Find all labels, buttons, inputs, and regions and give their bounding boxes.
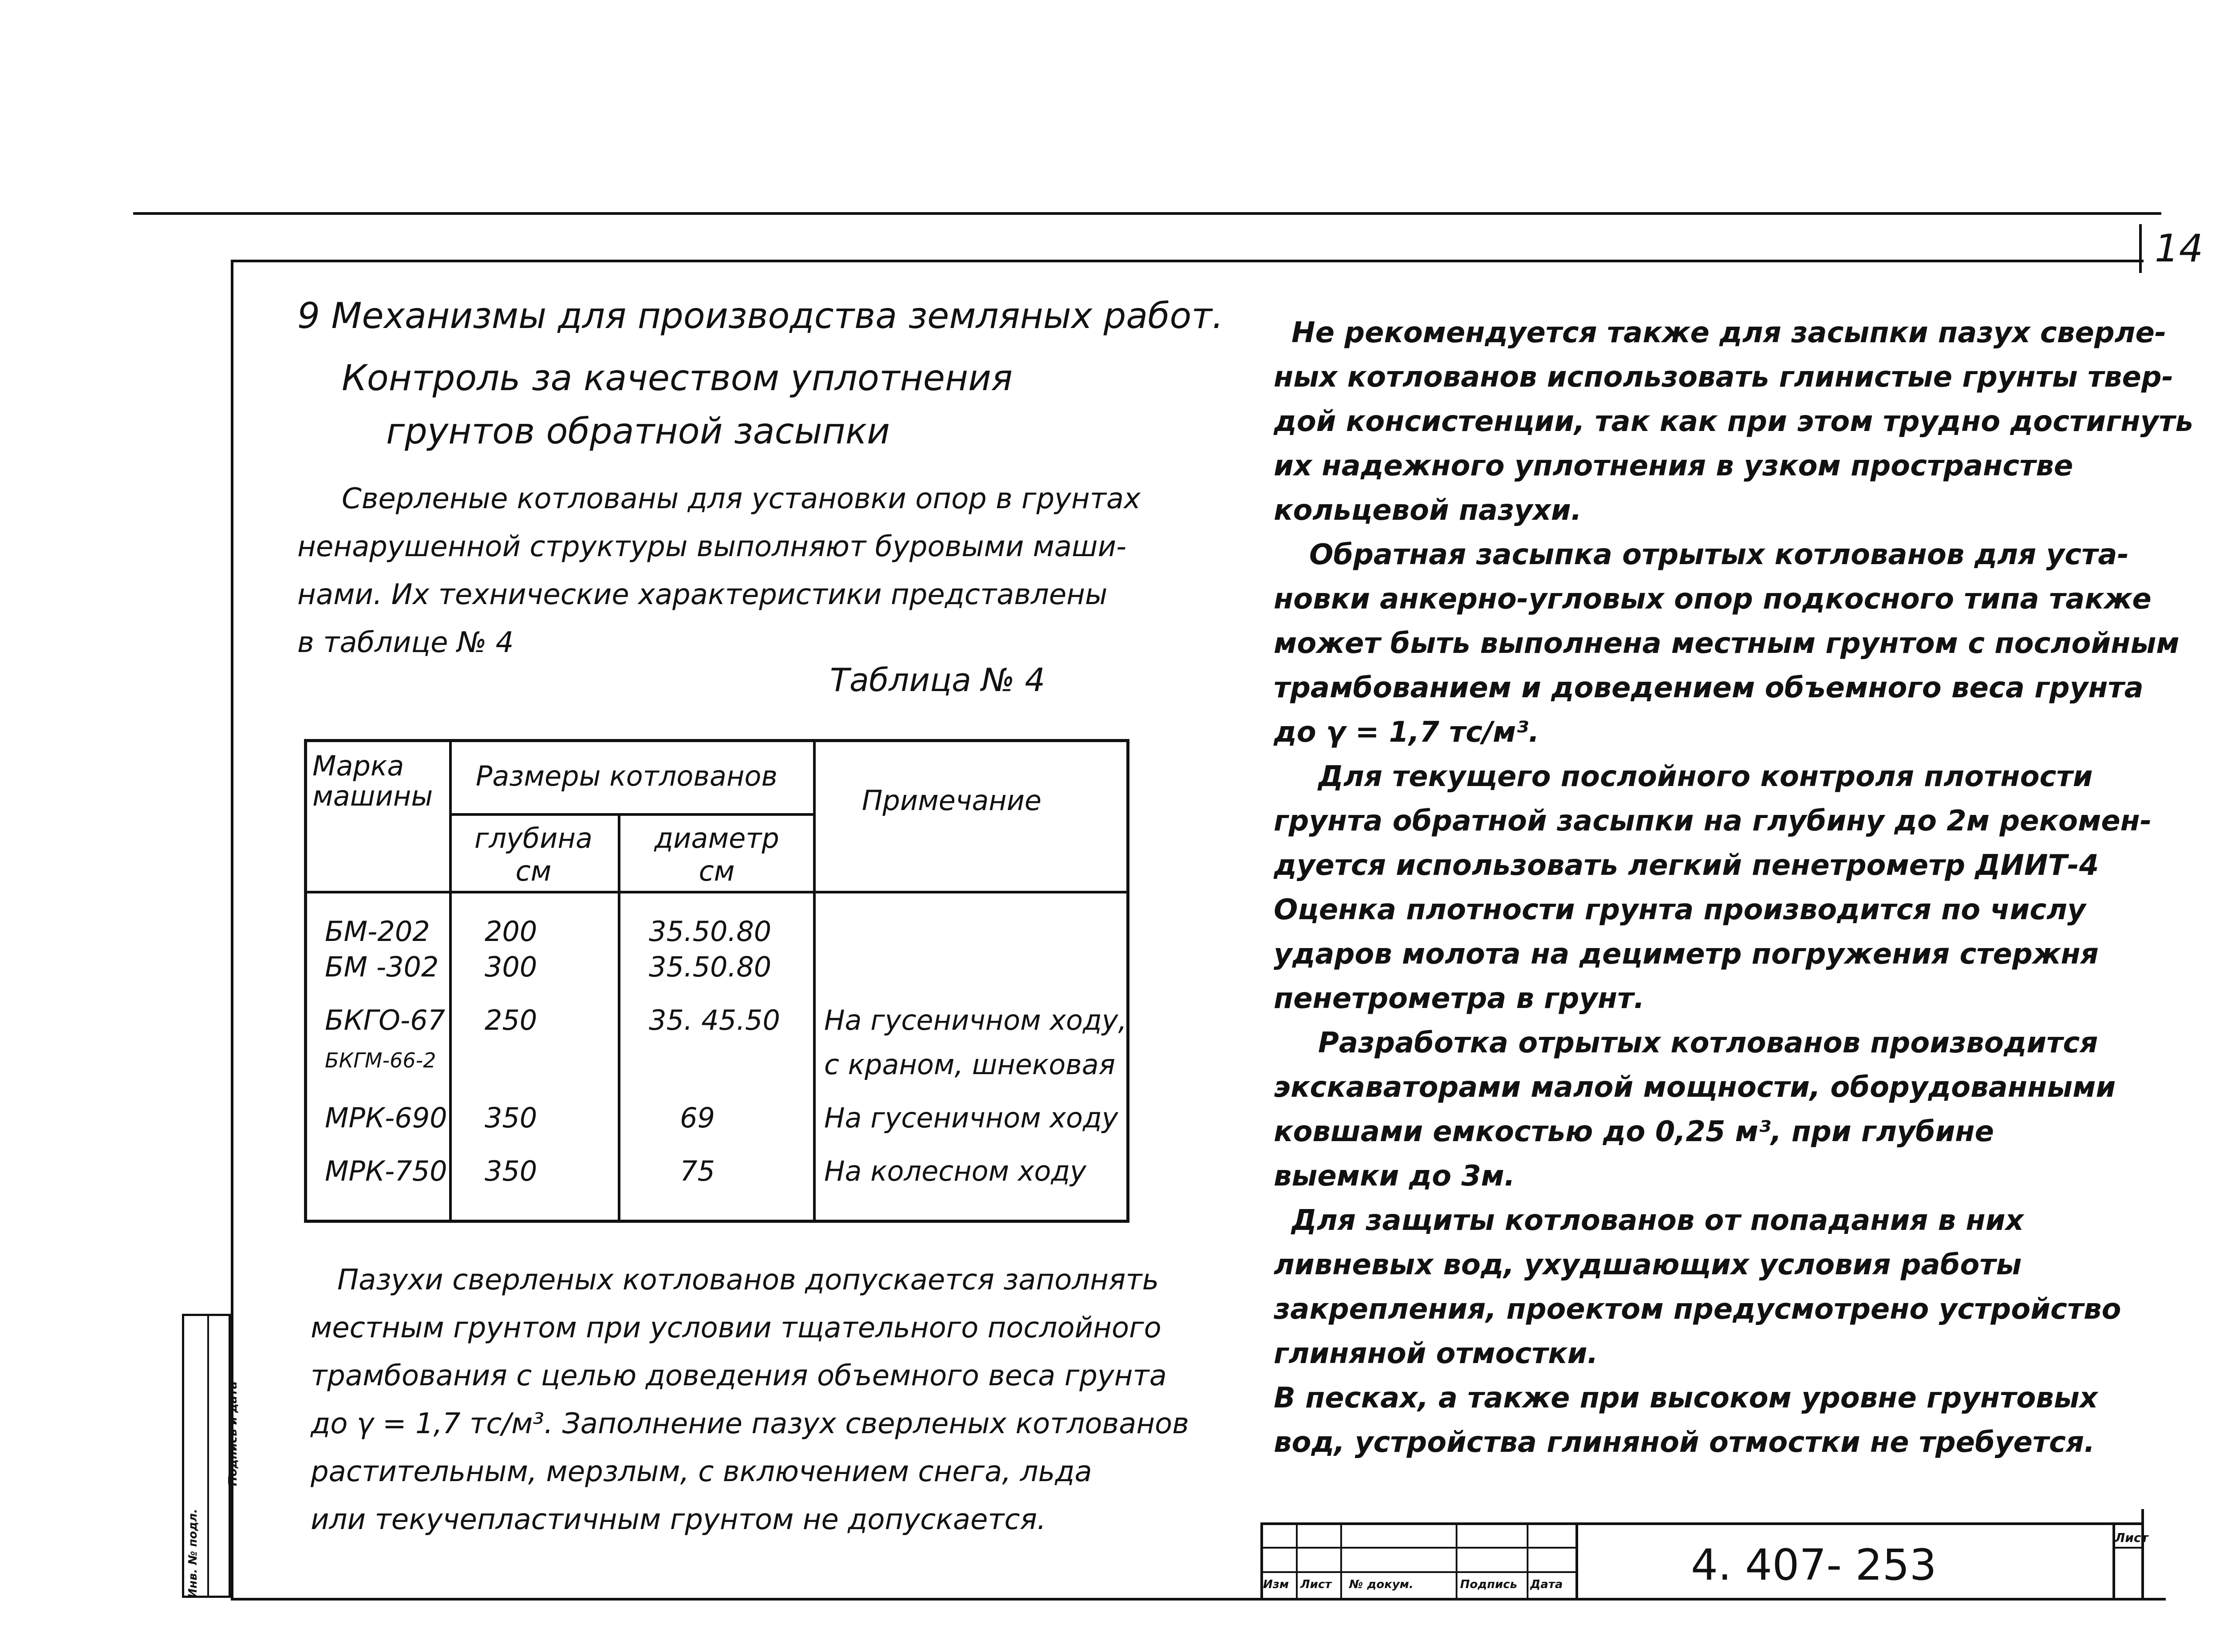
header-diameter [620,822,813,888]
tb-col-izm: Изм [1263,1578,1289,1591]
text-line: Для защиты котлованов от попадания в них [1291,1204,2024,1237]
text-line: или текучепластичным грунтом не допускается. [311,1503,1046,1536]
cell-diameter: 69 [680,1102,715,1134]
cell-brand: МРК-690 [325,1102,447,1134]
tb-v [1527,1522,1528,1598]
tb-grid-end [1575,1522,1578,1598]
cell-brand: БМ -302 [325,951,439,983]
header-diameter-line: см [699,855,735,887]
text-line: местным грунтом при условии тщательного послойного [311,1312,1161,1344]
tb-h-sheet [2112,1547,2141,1549]
text-line: нами. Их технические характеристики представлены [297,578,1108,611]
text-line: Пазухи сверленых котлованов допускается заполнять [337,1264,1159,1296]
header-brand [312,751,433,811]
right-frame-tick [2139,224,2142,273]
text-line: ненарушенной структуры выполняют буровыми маши- [297,530,1127,563]
cell-depth: 200 [485,915,537,948]
top-outer-line [133,212,2161,215]
left-bottom-paragraph [311,1256,1189,1544]
text-line: кольцевой пазухи. [1274,494,1582,527]
right-frame-line [2141,1509,2144,1598]
text-line: Оценка плотности грунта производится по числу [1274,893,2086,926]
text-line: выемки до 3м. [1274,1160,1515,1193]
text-line: вод, устройства глиняной отмостки не требуется. [1274,1426,2095,1459]
cell-brand: БКГО-67 [325,1004,446,1036]
tb-top [1260,1522,2141,1525]
tb-col-list: Лист [1300,1578,1332,1591]
header-note: Примечание [862,784,1042,817]
text-line: В песках, а также при высоком уровне грунтовых [1274,1382,2098,1415]
cell-note: На гусеничном ходу [824,1102,1118,1134]
text-line: глиняной отмостки. [1274,1337,1598,1370]
tb-sheet-label: Лист [2115,1530,2148,1545]
text-line: пенетрометра в грунт. [1274,982,1645,1015]
cell-note: На гусеничном ходу, [824,1004,1127,1036]
top-frame-line [231,260,2144,262]
side-stamp-sign: Подпись и дата [226,1381,240,1486]
text-line: экскаваторами малой мощности, оборудованными [1274,1071,2116,1104]
text-line: Разработка отрытых котлованов производится [1318,1027,2098,1059]
section-heading-line1: 9 Механизмы для производства земляных работ. [297,295,1224,336]
table-row [307,1155,1129,1190]
table-hline [449,813,816,816]
text-line: трамбованием и доведением объемного веса грунта [1274,672,2144,704]
tb-col-date: Дата [1530,1578,1563,1591]
table-hline [307,891,1129,893]
side-stamp-divider [207,1316,209,1596]
text-line: может быть выполнена местным грунтом с послойным [1274,627,2180,660]
text-line: Для текущего послойного контроля плотности [1318,760,2093,793]
tb-v [1296,1522,1298,1598]
text-line: грунта обратной засыпки на глубину до 2м рекомен- [1274,805,2152,838]
section-heading-line2: Контроль за качеством уплотнения [342,357,1013,399]
text-line: закрепления, проектом предусмотрено устройство [1274,1293,2121,1326]
side-stamp [182,1314,240,1598]
text-line: в таблице № 4 [297,626,514,659]
table-row [307,1102,1129,1137]
text-line: до γ = 1,7 тс/м³. [1274,716,1540,749]
cell-brand: БКГМ-66-2 [325,1048,436,1072]
text-line: ных котлованов использовать глинистые грунты твер- [1274,361,2174,394]
tb-h2 [1260,1571,1576,1573]
text-line: новки анкерно-угловых опор подкосного типа также [1274,583,2152,616]
text-line: Обратная засыпка отрытых котлованов для уста- [1309,538,2129,571]
cell-note: На колесном ходу [824,1155,1086,1187]
tb-v [1456,1522,1457,1598]
header-brand-line: машины [312,780,433,812]
text-line: Не рекомендуется также для засыпки пазух сверле- [1291,316,2167,349]
cell-depth: 300 [485,951,537,983]
text-line: трамбования с целью доведения объемного веса грунта [311,1360,1167,1392]
cell-depth: 350 [485,1102,537,1134]
tb-v [1340,1522,1342,1598]
text-line: ковшами емкостью до 0,25 м³, при глубине [1274,1115,1994,1148]
cell-diameter: 75 [680,1155,715,1187]
machines-table [304,739,1129,1223]
text-line: дуется использовать легкий пенетрометр ДИИТ-4 [1274,849,2099,882]
page-number: 14 [2155,226,2203,271]
cell-brand: БМ-202 [325,915,430,948]
text-line: Сверленые котлованы для установки опор в грунтах [342,482,1141,515]
tb-col-doc: № докум. [1349,1578,1414,1591]
header-depth [449,822,618,888]
text-line: растительным, мерзлым, с включением снега, льда [311,1455,1092,1488]
cell-note: с краном, шнековая [824,1048,1115,1081]
table-caption: Таблица № 4 [830,661,1045,699]
text-line: ударов молота на дециметр погружения стержня [1274,938,2099,971]
section-heading-line3: грунтов обратной засыпки [386,411,890,452]
text-line: до γ = 1,7 тс/м³. Заполнение пазух сверленых котлованов [311,1407,1189,1440]
header-depth-line: глубина [474,822,592,854]
cell-brand: МРК-750 [325,1155,447,1187]
cell-depth: 250 [485,1004,537,1036]
table-row [307,951,1129,986]
text-line: ливневых вод, ухудшающих условия работы [1274,1249,2022,1281]
table-row [307,915,1129,951]
right-column-text [1274,311,2193,1465]
cell-depth: 350 [485,1155,537,1187]
side-stamp-inv: Инв. № подл. [186,1509,200,1598]
tb-doc-code: 4. 407- 253 [1691,1540,1937,1590]
table-row [307,1004,1129,1039]
text-line: их надежного уплотнения в узком пространстве [1274,450,2073,482]
header-diameter-line: диаметр [654,822,779,854]
table-row [307,1048,1129,1084]
cell-diameter: 35.50.80 [649,951,772,983]
tb-h1 [1260,1547,1576,1549]
text-line: дой консистенции, так как при этом трудно достигнуть [1274,405,2193,438]
cell-diameter: 35.50.80 [649,915,772,948]
header-brand-line: Марка [312,750,404,782]
left-intro-paragraph [297,475,1141,667]
bottom-frame-line [231,1598,2166,1601]
header-sizes: Размеры котлованов [476,760,778,792]
title-block [1260,1522,2148,1598]
cell-diameter: 35. 45.50 [649,1004,780,1036]
tb-col-sign: Подпись [1460,1578,1517,1591]
header-depth-line: см [515,855,552,887]
